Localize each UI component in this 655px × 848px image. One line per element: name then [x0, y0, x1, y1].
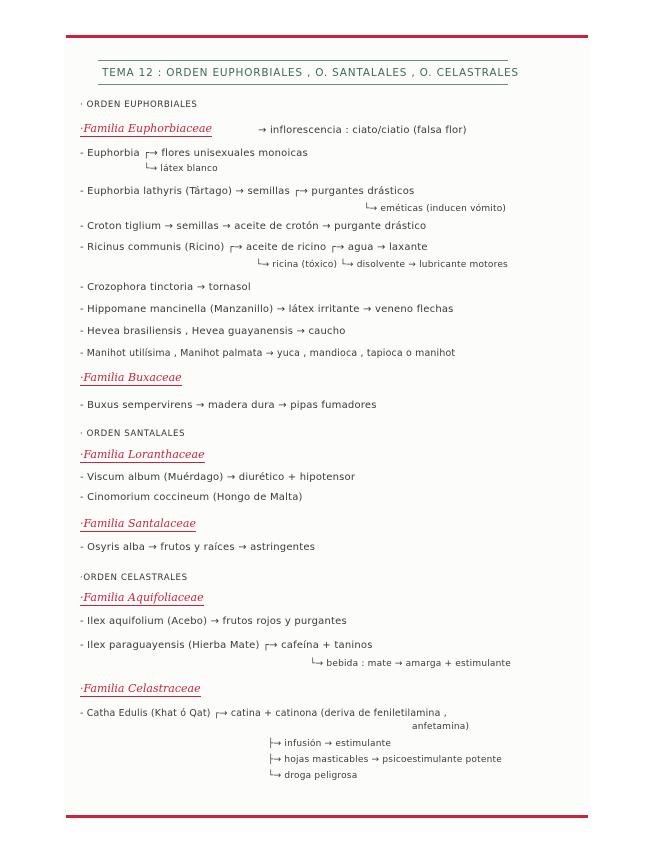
line-ricinus-1: - Ricinus communis (Ricino) ┌→ aceite de ricino ┌→ agua → laxante [80, 242, 428, 253]
line-ilex-paraguayensis-1: - Ilex paraguayensis (Hierba Mate) ┌→ cafeína + taninos [80, 640, 373, 651]
family-euphorbiaceae: ·Familia Euphorbiaceae [80, 122, 212, 135]
line-osyris: - Osyris alba → frutos y raíces → astringentes [80, 542, 316, 553]
line-ricinus-2: └→ ricina (tóxico) └→ disolvente → lubricante motores [256, 260, 508, 270]
line-hevea: - Hevea brasiliensis , Hevea guayanensis → caucho [80, 326, 346, 337]
line-catha-4: ├→ hojas masticables → psicoestimulante potente [268, 755, 502, 765]
family-aquifoliaceae: ·Familia Aquifoliaceae [80, 591, 204, 604]
line-euphorbia-2: └→ látex blanco [144, 164, 218, 174]
family-buxaceae: ·Familia Buxaceae [80, 371, 182, 384]
line-lathyris-2: └→ eméticas (inducen vómito) [364, 204, 507, 214]
line-catha-2: anfetamina) [412, 722, 470, 732]
line-lathyris-1: - Euphorbia lathyris (Tártago) → semillas ┌→ purgantes drásticos [80, 186, 415, 197]
line-manihot: - Manihot utilísima , Manihot palmata → yuca , mandioca , tapioca o manihot [80, 348, 456, 359]
title-box [98, 60, 519, 85]
line-ilex-aquifolium: - Ilex aquifolium (Acebo) → frutos rojos y purgantes [80, 616, 347, 627]
euphorbiaceae-note: → inflorescencia : ciato/ciatio (falsa flor) [258, 125, 467, 136]
line-viscum: - Viscum album (Muérdago) → diurético + hipotensor [80, 472, 356, 483]
line-ilex-paraguayensis-2: └→ bebida : mate → amarga + estimulante [310, 659, 512, 669]
line-euphorbia-1: - Euphorbia ┌→ flores unisexuales monoicas [80, 148, 308, 159]
order-euphorbiales: · ORDEN EUPHORBIALES [80, 100, 198, 110]
line-catha-3: ├→ infusión → estimulante [268, 739, 392, 749]
order-santalales: · ORDEN SANTALALES [80, 429, 186, 439]
family-celastraceae: ·Familia Celastraceae [80, 682, 201, 695]
line-hippomane: - Hippomane mancinella (Manzanillo) → látex irritante → veneno flechas [80, 304, 454, 315]
line-catha-1: - Catha Edulis (Khat ó Qat) ┌→ catina + catinona (deriva de feniletilamina , [80, 708, 447, 719]
line-crozophora: - Crozophora tinctoria → tornasol [80, 282, 251, 293]
family-loranthaceae: ·Familia Loranthaceae [80, 448, 205, 461]
page-title: TEMA 12 : ORDEN EUPHORBIALES , O. SANTALALES , O. CELASTRALES [102, 67, 519, 79]
order-celastrales: ·ORDEN CELASTRALES [80, 573, 188, 583]
family-santalaceae: ·Familia Santalaceae [80, 517, 196, 530]
title-bottom-rule [98, 84, 508, 85]
line-buxus: - Buxus sempervirens → madera dura → pipas fumadores [80, 400, 377, 411]
line-catha-5: └→ droga peligrosa [268, 771, 358, 781]
line-cinomorium: - Cinomorium coccineum (Hongo de Malta) [80, 492, 303, 503]
line-croton: - Croton tiglium → semillas → aceite de crotón → purgante drástico [80, 221, 427, 232]
notes-sheet [66, 35, 588, 818]
